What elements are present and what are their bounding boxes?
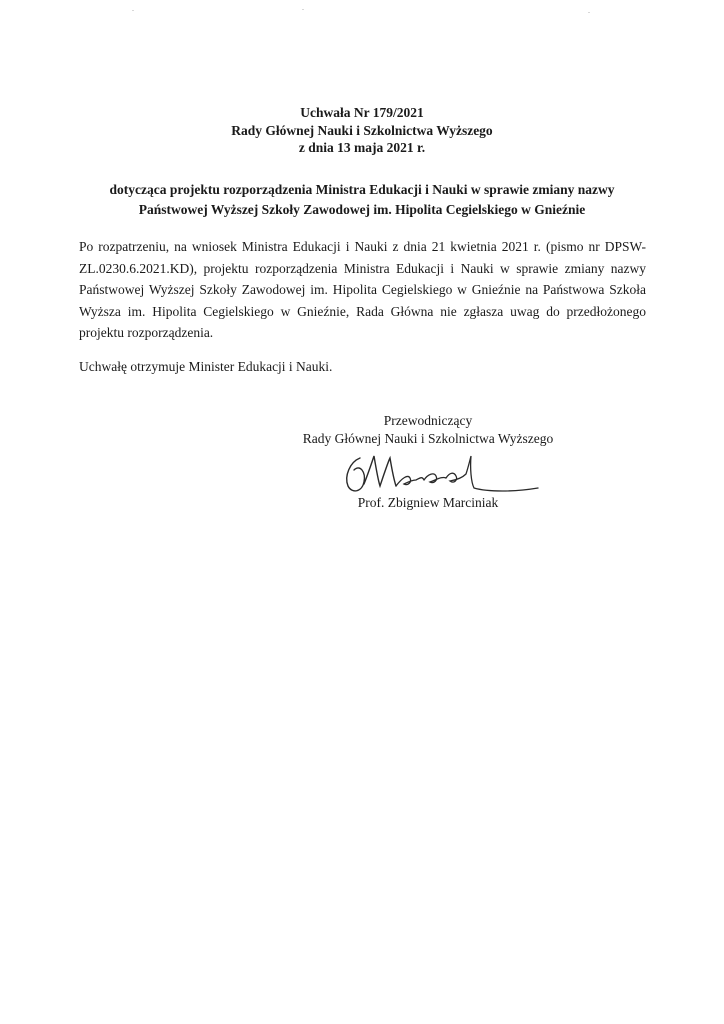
resolution-date: z dnia 13 maja 2021 r. (298, 140, 426, 155)
subject-line-2: Państwowej Wyższej Szkoły Zawodowej im. Hipolita Cegielskiego w Gnieźnie (138, 202, 586, 217)
scan-speck (302, 9, 304, 10)
signature-title (290, 412, 566, 448)
resolution-body: Po rozpatrzeniu, na wniosek Ministra Edukacji i Nauki z dnia 21 kwietnia 2021 r. (pismo nr DPSW-ZL.0230.6.2021.KD), projektu rozporządzenia Ministra Edukacji i Nauki w sprawie zmiany nazwy Państwowej Wyższej Szkoły Zawodowej im. Hipolita Cegielskiego w Gnieźnie na Państwowa Szkoła Wyższa im. Hipolita Cegielskiego w Gnieźnie, Rada Główna nie zgłasza uwag do przedłożonego projektu rozporządzenia. (79, 239, 646, 340)
issuing-body: Rady Głównej Nauki i Szkolnictwa Wyższego (231, 122, 493, 138)
subject-line-1: dotycząca projektu rozporządzenia Ministra Edukacji i Nauki w sprawie zmiany nazwy (109, 182, 615, 197)
handwritten-signature (338, 448, 548, 500)
chairman-title: Przewodniczący (383, 413, 473, 428)
resolution-number: Uchwała Nr 179/2021 (300, 105, 424, 120)
chairman-council: Rady Głównej Nauki i Szkolnictwa Wyższego (302, 431, 554, 446)
resolution-header (0, 104, 724, 157)
scan-speck (132, 10, 134, 11)
recipient-note: Uchwałę otrzymuje Minister Edukacji i Nauki. (79, 359, 333, 374)
resolution-subject (40, 180, 684, 220)
signer-name: Prof. Zbigniew Marciniak (357, 495, 499, 510)
scan-speck (588, 12, 590, 13)
